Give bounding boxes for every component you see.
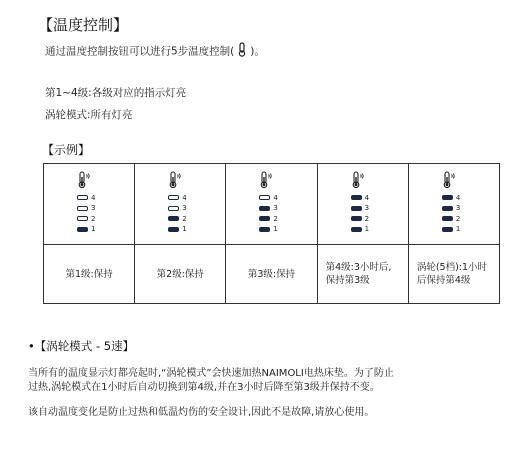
cell-caption: 第2级:保持 bbox=[156, 268, 204, 280]
level-number: 2 bbox=[91, 214, 96, 223]
level-number: 1 bbox=[364, 225, 370, 233]
level-indicator bbox=[77, 214, 95, 223]
indicator-light-on bbox=[351, 206, 362, 211]
level-indicator bbox=[351, 214, 369, 223]
levels-description: 第1~4级:各级对应的指示灯亮 bbox=[45, 87, 187, 99]
indicator-light-on bbox=[168, 227, 179, 232]
indicator-light-on bbox=[77, 227, 88, 232]
example-cell bbox=[134, 164, 225, 303]
thermometer-icon bbox=[237, 42, 247, 61]
level-number: 1 bbox=[182, 225, 187, 233]
example-cell bbox=[317, 164, 408, 303]
indicator-light-on bbox=[259, 216, 270, 221]
level-indicator bbox=[77, 193, 95, 202]
indicator-light-off bbox=[77, 206, 88, 211]
level-number: 4 bbox=[364, 193, 370, 202]
level-indicator bbox=[351, 204, 369, 213]
level-number: 1 bbox=[455, 225, 461, 233]
level-number: 3 bbox=[364, 204, 370, 212]
indicator-light-on bbox=[259, 227, 270, 232]
level-number: 3 bbox=[91, 204, 96, 212]
turbo-paragraph-line-1: 当所有的温度显示灯都亮起时,“涡轮模式”会快速加热NAIMOLI电热床垫。为了防止 bbox=[28, 368, 394, 379]
page-title: 【温度控制】 bbox=[38, 16, 129, 34]
level-indicator bbox=[77, 204, 95, 213]
indicator-light-on bbox=[351, 216, 362, 221]
example-table bbox=[43, 163, 500, 304]
indicator-light-off bbox=[259, 195, 270, 200]
level-number: 3 bbox=[455, 204, 461, 212]
turbo-heading-text: 【涡轮模式 - 5速】 bbox=[34, 339, 135, 353]
level-number: 4 bbox=[273, 193, 278, 202]
indicator-panel bbox=[318, 164, 408, 245]
cell-caption: 第3级:保持 bbox=[247, 268, 296, 280]
bullet: • bbox=[28, 339, 35, 353]
level-number: 3 bbox=[182, 204, 187, 212]
example-cell bbox=[44, 164, 134, 303]
indicator-panel bbox=[135, 164, 225, 245]
level-indicators bbox=[259, 193, 277, 235]
level-indicator bbox=[259, 193, 277, 202]
level-indicator bbox=[77, 225, 95, 234]
level-indicator bbox=[168, 214, 186, 223]
level-number: 2 bbox=[273, 214, 278, 223]
level-indicators bbox=[168, 193, 186, 235]
indicator-light-on bbox=[351, 195, 362, 200]
cell-caption: 第1级:保持 bbox=[65, 268, 113, 280]
level-indicator bbox=[351, 193, 369, 202]
level-indicator bbox=[168, 204, 186, 213]
indicator-panel bbox=[409, 164, 499, 245]
intro-text-after: )。 bbox=[250, 45, 265, 58]
cell-caption: 涡轮(5档):1小时后保持第4级 bbox=[416, 262, 488, 286]
indicator-light-on bbox=[442, 216, 453, 221]
example-cell bbox=[225, 164, 316, 303]
intro-text-before: 通过温度控制按钮可以进行5步温度控制( bbox=[45, 45, 235, 58]
level-number: 4 bbox=[182, 193, 187, 202]
level-indicator bbox=[259, 204, 277, 213]
level-indicator bbox=[259, 225, 277, 234]
indicator-light-on bbox=[259, 206, 270, 211]
level-number: 1 bbox=[273, 225, 278, 233]
level-indicator bbox=[442, 204, 460, 213]
level-number: 2 bbox=[455, 214, 461, 223]
level-indicator bbox=[442, 214, 460, 223]
thermometer-icon bbox=[351, 171, 365, 193]
level-number: 2 bbox=[364, 214, 370, 223]
indicator-light-on bbox=[168, 216, 179, 221]
safety-paragraph: 该自动温度变化是防止过热和低温灼伤的安全设计,因此不是故障,请放心使用。 bbox=[28, 407, 375, 418]
turbo-paragraph-line-2: 过热,涡轮模式在1小时后自动切换到第4级,并在3小时后降至第3级并保持不变。 bbox=[28, 382, 380, 393]
turbo-description: 涡轮模式:所有灯亮 bbox=[45, 109, 133, 121]
intro-line bbox=[45, 42, 265, 61]
level-indicator bbox=[168, 225, 186, 234]
level-number: 4 bbox=[91, 193, 96, 202]
indicator-light-on bbox=[351, 227, 362, 232]
indicator-panel bbox=[44, 164, 134, 245]
example-cell bbox=[408, 164, 499, 303]
level-indicator bbox=[442, 193, 460, 202]
thermometer-icon bbox=[442, 171, 456, 193]
level-number: 1 bbox=[91, 225, 96, 233]
indicator-light-off bbox=[77, 195, 88, 200]
indicator-panel bbox=[226, 164, 316, 245]
level-indicators bbox=[442, 193, 460, 235]
indicator-light-on bbox=[442, 195, 453, 200]
level-number: 3 bbox=[273, 204, 278, 212]
level-indicator bbox=[259, 214, 277, 223]
level-indicator bbox=[442, 225, 460, 234]
indicator-light-off bbox=[77, 216, 88, 221]
level-indicators bbox=[351, 193, 369, 235]
indicator-light-on bbox=[442, 206, 453, 211]
thermometer-icon bbox=[77, 171, 91, 193]
level-number: 2 bbox=[182, 214, 187, 223]
indicator-light-off bbox=[168, 206, 179, 211]
cell-caption: 第4级:3小时后,保持第3级 bbox=[325, 262, 392, 286]
thermometer-icon bbox=[259, 171, 273, 193]
indicator-light-on bbox=[442, 227, 453, 232]
level-indicator bbox=[168, 193, 186, 202]
level-indicators bbox=[77, 193, 95, 235]
turbo-heading bbox=[28, 338, 134, 354]
indicator-light-off bbox=[168, 195, 179, 200]
example-title: 【示例】 bbox=[42, 143, 91, 157]
thermometer-icon bbox=[168, 171, 182, 193]
level-indicator bbox=[351, 225, 369, 234]
level-number: 4 bbox=[455, 193, 461, 202]
